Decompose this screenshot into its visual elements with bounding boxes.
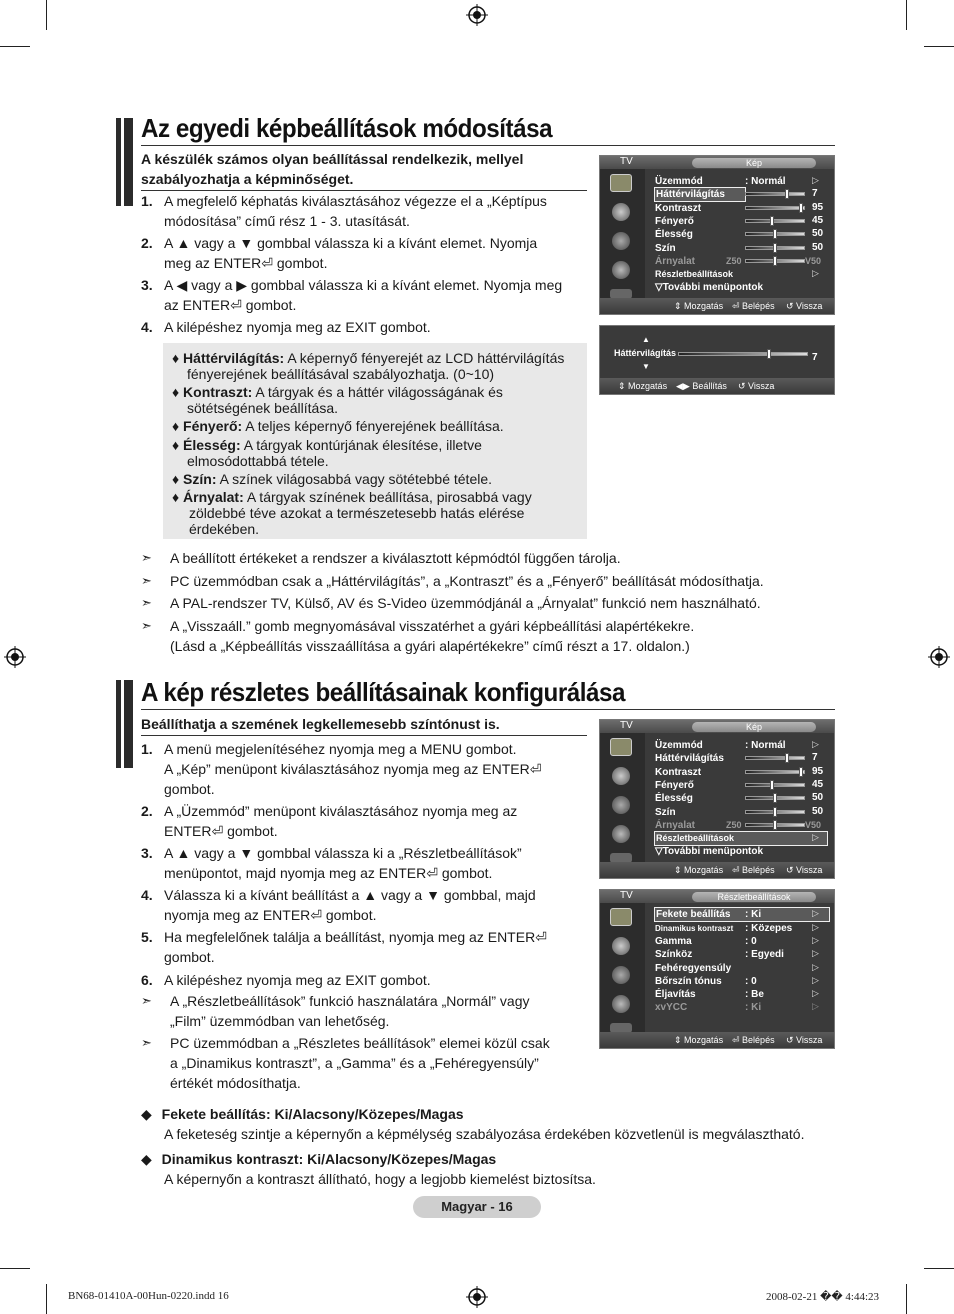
down-arrow-icon: ▼	[642, 362, 650, 371]
osd-row-fenyero[interactable]: Fényerő	[655, 216, 694, 227]
registration-mark-icon	[466, 4, 488, 26]
crop-mark	[924, 1268, 954, 1269]
slider-knob[interactable]	[799, 203, 803, 213]
slider-knob[interactable]	[770, 216, 774, 226]
osd-row-uzemmod[interactable]: Üzemmód	[655, 176, 703, 187]
picture-icon	[610, 908, 632, 926]
diamond-icon: ♦	[172, 471, 184, 487]
crop-mark	[0, 46, 30, 47]
slider-knob[interactable]	[773, 229, 777, 239]
osd-row-szin[interactable]: Szín	[655, 243, 676, 254]
slider-knob[interactable]	[785, 753, 789, 763]
diamond-icon: ♦	[172, 384, 184, 400]
crop-mark	[906, 0, 907, 30]
section-title: Az egyedi képbeállítások módosítása	[141, 113, 553, 143]
right-arrow-icon: ▷	[812, 268, 819, 278]
note-arrow-icon: ➣	[141, 550, 152, 565]
bullet-fekete-beallitas: ◆ Fekete beállítás: Ki/Alacsony/Közepes/Magas A feketeség szintje a képernyőn a képmélység szabályozása érdekében közvetlenül is megválasztható.	[141, 1106, 805, 1142]
title-rule	[141, 709, 835, 710]
osd-row-elesseg[interactable]: Élesség	[655, 229, 693, 240]
right-arrow-icon: ▷	[812, 832, 819, 842]
osd-row-fenyero[interactable]: Fényerő	[655, 780, 694, 791]
section-marker	[116, 680, 121, 768]
right-arrow-icon: ▷	[812, 175, 819, 185]
intro-rule	[141, 735, 587, 736]
osd-row-gamma[interactable]: Gamma	[655, 936, 692, 947]
osd-nav-bar: ⇕ Mozgatás ◀▶ Beállítás ↺ Vissza	[600, 378, 834, 394]
sound-icon	[612, 767, 630, 785]
channel-icon	[612, 966, 630, 984]
note-arrow-icon: ➣	[141, 595, 152, 610]
bullet-kontraszt: ♦ Kontraszt: A tárgyak és a háttér világosságának és sötétségének beállítása.	[172, 384, 503, 416]
channel-icon	[612, 796, 630, 814]
osd-row-dinamikus-kontraszt[interactable]: Dinamikus kontraszt	[655, 924, 734, 933]
slider-knob[interactable]	[770, 780, 774, 790]
file-imprint: BN68-01410A-00Hun-0220.indd 16	[68, 1290, 229, 1302]
diamond-icon: ◆	[141, 1151, 152, 1167]
setup-icon	[612, 995, 630, 1013]
bullet-szin: ♦ Szín: A színek világosabbá vagy sötétebbé tétele.	[172, 471, 493, 487]
osd-row-eljavitas[interactable]: Éljavítás	[655, 989, 696, 1000]
slider-knob[interactable]	[773, 243, 777, 253]
osd-row-tovabbi[interactable]: ▽További menüpontok	[655, 282, 764, 293]
up-arrow-icon: ▲	[642, 335, 650, 344]
osd-nav-bar: ⇕ Mozgatás ⏎ Belépés ↺ Vissza	[600, 1032, 834, 1048]
slider-knob[interactable]	[799, 767, 803, 777]
intro-text: A készülék számos olyan beállítással rendelkezik, mellyel szabályozhatja a képminőséget.	[141, 151, 524, 187]
osd-row-kontraszt[interactable]: Kontraszt	[655, 203, 702, 214]
bullet-elesseg: ♦ Élesség: A tárgyak kontúrjának élesítése, illetve elmosódottabbá tétele.	[172, 437, 482, 469]
osd-backlight-slider: ▲ Háttérvilágítás 7 ▼ ⇕ Mozgatás ◀▶ Beállítás ↺ Vissza	[599, 325, 835, 395]
right-arrow-icon: ▷	[812, 975, 819, 985]
crop-mark	[924, 46, 954, 47]
diamond-icon: ♦	[172, 437, 184, 453]
osd-row-tovabbi[interactable]: ▽További menüpontok	[655, 846, 764, 857]
osd-row-reszletbeallitasok[interactable]: Részletbeállítások	[655, 269, 734, 279]
osd-nav-bar: ⇕ Mozgatás ⏎ Belépés ↺ Vissza	[600, 862, 834, 878]
picture-icon	[610, 174, 632, 192]
osd-row-arnyalat[interactable]: Árnyalat	[655, 820, 696, 831]
setup-icon	[612, 825, 630, 843]
osd-row-hattervilagitas[interactable]: Háttérvilágítás	[655, 188, 745, 201]
osd-row-reszletbeallitasok[interactable]: Részletbeállítások	[655, 832, 827, 845]
osd-title: Részletbeállítások	[692, 892, 816, 902]
section-title: A kép részletes beállításainak konfigurálása	[141, 677, 625, 707]
registration-mark-icon	[466, 1286, 488, 1308]
right-arrow-icon: ▷	[812, 739, 819, 749]
right-arrow-icon: ▷	[812, 988, 819, 998]
osd-row-feheregyensuly[interactable]: Fehéregyensúly	[655, 963, 732, 974]
osd-title: Kép	[692, 158, 816, 168]
osd-row-uzemmod[interactable]: Üzemmód	[655, 740, 703, 751]
right-arrow-icon: ▷	[812, 1001, 819, 1011]
channel-icon	[612, 232, 630, 250]
diamond-icon: ♦	[172, 489, 184, 505]
section-marker	[116, 118, 121, 206]
osd-picture-menu: TV Kép Üzemmód : Normál ▷ Háttérvilágítás 7 Kontraszt 95 Fényerő 45 Élesség 50 Szín 50 Árnyalat Z50 V50 Részletbeállítások ▷ ▽További menüpontok ⇕ Mozgatás ⏎ Belépés ↺ Vissza	[599, 719, 835, 879]
bullet-fenyero: ♦ Fényerő: A teljes képernyő fényerejének beállítása.	[172, 418, 504, 434]
diamond-icon: ♦	[172, 350, 184, 366]
section-marker	[124, 118, 133, 206]
slider-knob[interactable]	[773, 256, 777, 266]
osd-picture-menu: TV Kép Üzemmód : Normál ▷ Háttérvilágítás 7 Kontraszt 95 Fényerő 45 Élesség 50 Szín 50 Árnyalat Z50 V50 Részletbeállítások ▷ ▽További menüpontok ⇕ Mozgatás ⏎ Belépés ↺ Vissza	[599, 155, 835, 315]
sound-icon	[612, 937, 630, 955]
registration-mark-icon	[4, 646, 26, 668]
slider-knob[interactable]	[773, 820, 777, 830]
page-number: Magyar - 16	[413, 1196, 541, 1218]
osd-row-borszin-tonus[interactable]: Bőrszín tónus	[655, 976, 722, 987]
osd-row-elesseg[interactable]: Élesség	[655, 793, 693, 804]
sound-icon	[612, 203, 630, 221]
osd-nav-bar: ⇕ Mozgatás ⏎ Belépés ↺ Vissza	[600, 298, 834, 314]
slider-knob[interactable]	[773, 793, 777, 803]
section-marker	[124, 680, 133, 768]
osd-row-xvycc[interactable]: xvYCC	[655, 1002, 688, 1013]
crop-mark	[0, 1268, 30, 1269]
slider-knob[interactable]	[773, 807, 777, 817]
note-arrow-icon: ➣	[141, 618, 152, 633]
picture-icon	[610, 738, 632, 756]
note-arrow-icon: ➣	[141, 573, 152, 588]
osd-row-szinkoz[interactable]: Színköz	[655, 949, 693, 960]
right-arrow-icon: ▷	[812, 962, 819, 972]
right-arrow-icon: ▷	[812, 908, 819, 918]
bullet-hattervilagitas: ♦ Háttérvilágítás: A képernyő fényerejét az LCD háttérvilágítás fényerejének beállításával szabályozhatja. (0~10)	[172, 350, 565, 382]
right-arrow-icon: ▷	[812, 948, 819, 958]
registration-mark-icon	[928, 646, 950, 668]
slider-knob[interactable]	[785, 189, 789, 199]
crop-mark	[906, 1284, 907, 1314]
slider-knob[interactable]	[767, 349, 771, 359]
note-arrow-icon: ➣	[141, 1035, 152, 1050]
date-imprint: 2008-02-21 �� 4:44:23	[766, 1291, 879, 1303]
note-arrow-icon: ➣	[141, 993, 152, 1008]
osd-detail-settings-menu: TV Részletbeállítások Fekete beállítás : Ki ▷ Dinamikus kontraszt : Közepes ▷ Gamma : 0 ▷ Színköz : Egyedi ▷ Fehéregyensúly ▷ Bőrszín tónus : 0 ▷ Éljavítás : Be ▷ xvYCC : Ki ▷ ⇕ Mozgatás ⏎ Belépés ↺ Vissza	[599, 889, 835, 1049]
osd-row-hattervilagitas[interactable]: Háttérvilágítás	[655, 753, 724, 764]
diamond-icon: ◆	[141, 1106, 152, 1122]
crop-mark	[46, 1284, 47, 1314]
intro-text: Beállíthatja a szemének legkellemesebb színtónust is.	[141, 716, 500, 732]
title-rule	[141, 145, 835, 146]
osd-title: Kép	[692, 722, 816, 732]
osd-row-szin[interactable]: Szín	[655, 807, 676, 818]
osd-row-kontraszt[interactable]: Kontraszt	[655, 767, 702, 778]
crop-mark	[46, 0, 47, 30]
diamond-icon: ♦	[172, 418, 184, 434]
osd-row-arnyalat[interactable]: Árnyalat	[655, 256, 696, 267]
bullet-arnyalat: ♦ Árnyalat: A tárgyak színének beállítása, pirosabbá vagy zöldebbé téve azokat a természetesebb hatás elérése érdekében.	[172, 489, 532, 537]
right-arrow-icon: ▷	[812, 922, 819, 932]
bullet-dinamikus-kontraszt: ◆ Dinamikus kontraszt: Ki/Alacsony/Közepes/Magas A képernyőn a kontraszt állítható, hogy a legjobb kiemelést biztosítsa.	[141, 1151, 596, 1187]
setup-icon	[612, 261, 630, 279]
right-arrow-icon: ▷	[812, 935, 819, 945]
osd-row-fekete-beallitas[interactable]: Fekete beállítás	[655, 908, 829, 921]
